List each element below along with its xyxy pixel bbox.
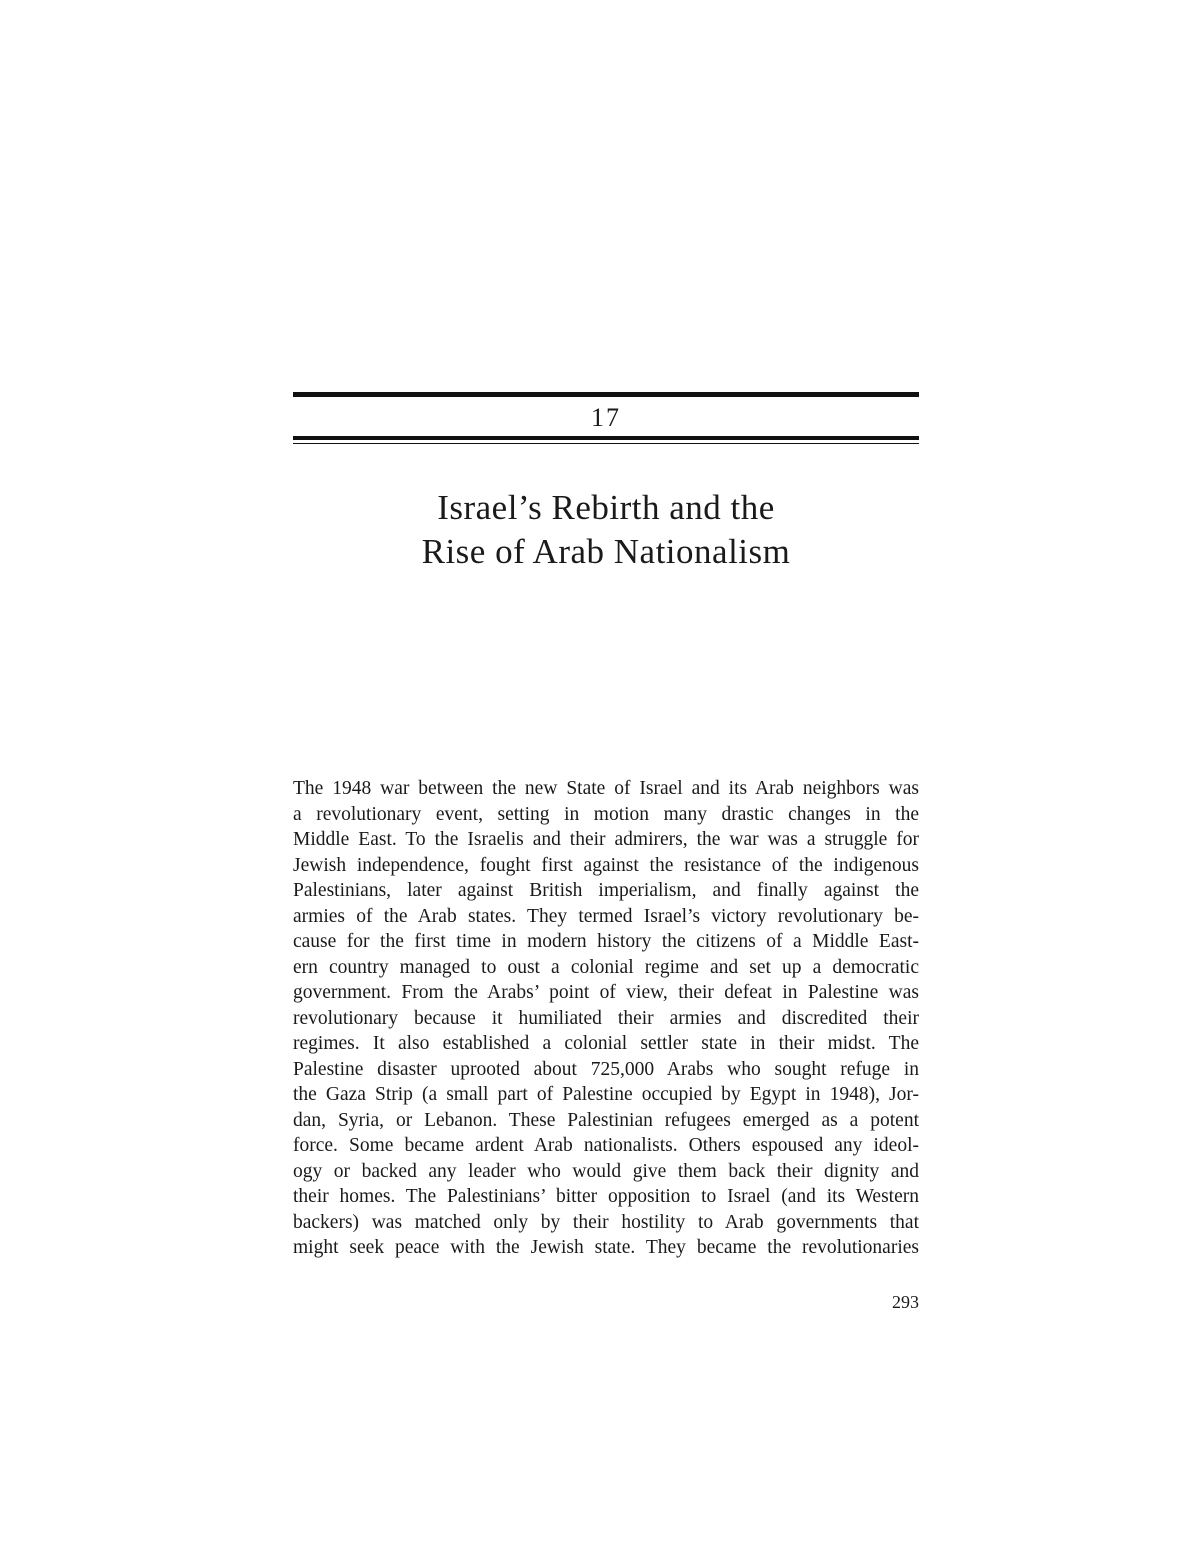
body-paragraph: [293, 776, 919, 1261]
text-line: force. Some became ardent Arab nationalists. Others espoused any ideol-: [293, 1135, 919, 1156]
text-line: armies of the Arab states. They termed Israel’s victory revolutionary be-: [293, 905, 919, 927]
text-line: might seek peace with the Jewish state. They became the revolutionaries: [293, 1237, 919, 1258]
chapter-title: [293, 486, 919, 574]
text-line: Palestinians, later against British imperialism, and finally against the: [293, 880, 919, 901]
chapter-rule-bottom-thin: [293, 443, 919, 444]
chapter-rule-top: [293, 392, 919, 397]
text-line: revolutionary because it humiliated their armies and discredited their: [293, 1007, 919, 1029]
text-line: a revolutionary event, setting in motion many drastic changes in the: [293, 803, 919, 825]
chapter-title-line: Rise of Arab Nationalism: [421, 532, 791, 571]
text-line: the Gaza Strip (a small part of Palestine occupied by Egypt in 1948), Jor-: [293, 1084, 919, 1105]
text-line: dan, Syria, or Lebanon. These Palestinian refugees emerged as a potent: [293, 1109, 919, 1131]
text-line: regimes. It also established a colonial settler state in their midst. The: [293, 1033, 919, 1054]
chapter-title-line: Israel’s Rebirth and the: [437, 488, 775, 527]
text-line: ogy or backed any leader who would give them back their dignity and: [293, 1160, 919, 1182]
text-line: cause for the first time in modern history the citizens of a Middle East-: [293, 931, 919, 952]
chapter-rule-bottom-thick: [293, 436, 919, 440]
page-number: 293: [892, 1292, 919, 1312]
text-line: backers) was matched only by their hostility to Arab governments that: [293, 1211, 919, 1233]
text-line: Jewish independence, fought first against the resistance of the indigenous: [293, 854, 919, 876]
chapter-number: 17: [591, 403, 621, 432]
text-line: ern country managed to oust a colonial regime and set up a democratic: [293, 956, 919, 978]
text-line: Palestine disaster uprooted about 725,000 Arabs who sought refuge in: [293, 1058, 919, 1080]
text-line: The 1948 war between the new State of Israel and its Arab neighbors was: [293, 778, 919, 799]
text-line: Middle East. To the Israelis and their admirers, the war was a struggle for: [293, 829, 919, 850]
text-line: government. From the Arabs’ point of view, their defeat in Palestine was: [293, 982, 919, 1003]
text-line: their homes. The Palestinians’ bitter opposition to Israel (and its Western: [293, 1186, 919, 1207]
